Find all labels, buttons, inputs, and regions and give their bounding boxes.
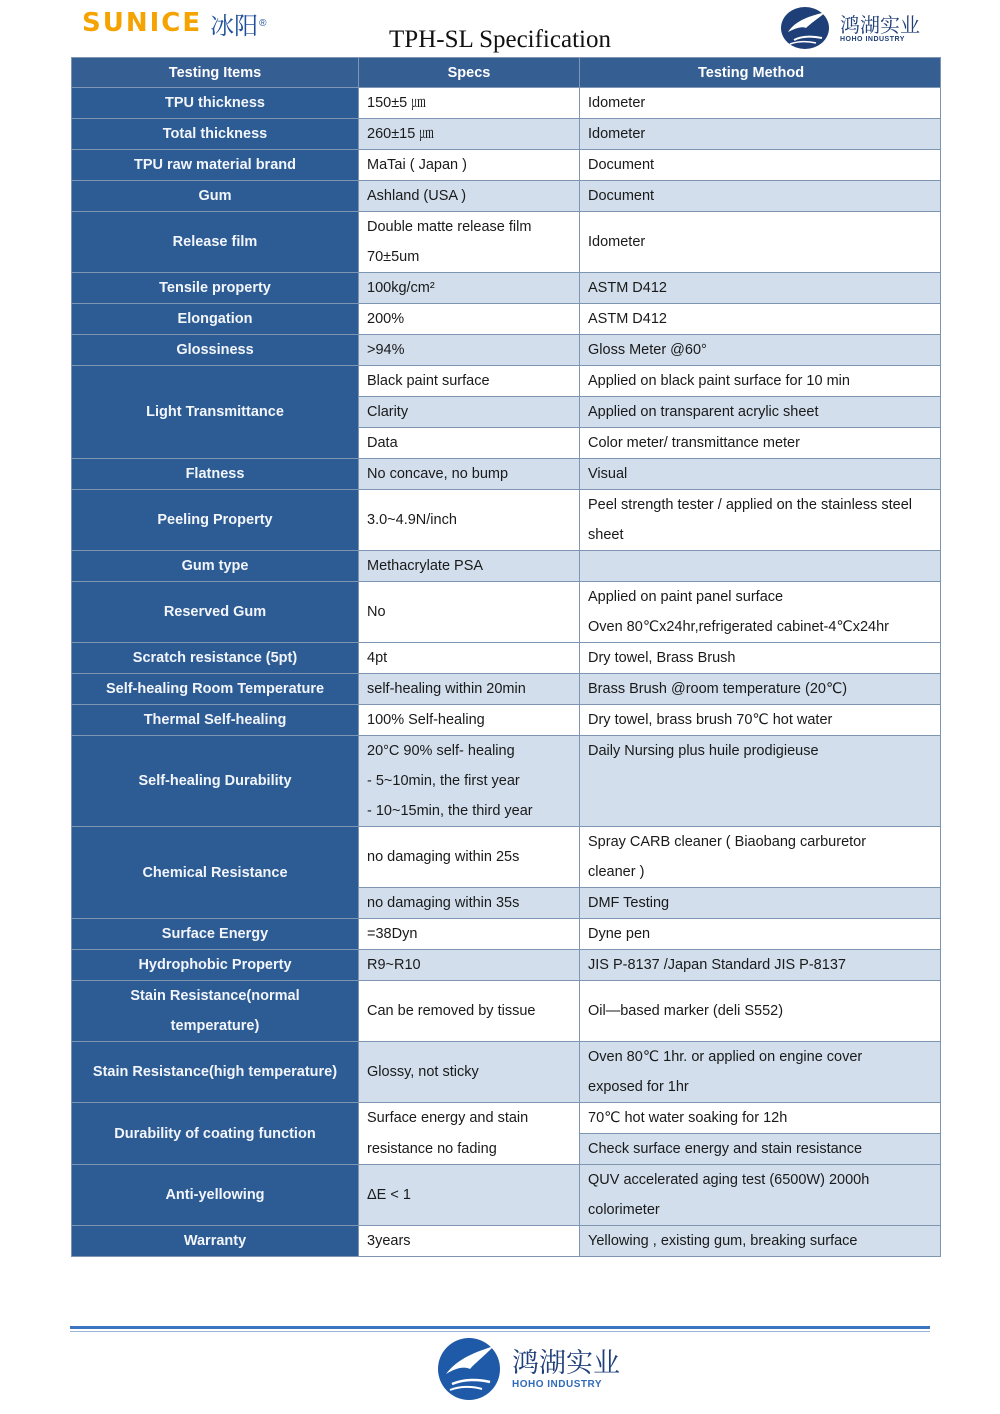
table-row (72, 674, 941, 705)
table-row (72, 119, 941, 150)
page-title: TPH-SL Specification (389, 26, 611, 53)
table-row (72, 1226, 941, 1257)
item-cell: Stain Resistance(normal (72, 981, 359, 1012)
item-cell: Surface Energy (72, 919, 359, 950)
table-row (72, 1042, 941, 1073)
spec-cell: 3years (359, 1226, 580, 1257)
method-cell: cleaner ) (580, 857, 941, 888)
table-row (72, 366, 941, 397)
spec-cell: Double matte release film (359, 212, 580, 243)
method-cell: Dyne pen (580, 919, 941, 950)
method-cell: Oven 80℃ 1hr. or applied on engine cover (580, 1042, 941, 1073)
method-cell: Dry towel, brass brush 70℃ hot water (580, 705, 941, 736)
spec-cell: Can be removed by tissue (359, 981, 580, 1042)
method-cell: Peel strength tester / applied on the stainless steel (580, 490, 941, 521)
method-cell: sheet (580, 520, 941, 551)
item-cell: temperature) (72, 1011, 359, 1042)
method-cell: Color meter/ transmittance meter (580, 428, 941, 459)
spec-cell: >94% (359, 335, 580, 366)
method-cell: Idometer (580, 88, 941, 119)
table-row (72, 335, 941, 366)
method-cell: Idometer (580, 212, 941, 273)
table-row (72, 88, 941, 119)
method-cell: Document (580, 181, 941, 212)
spec-cell: No concave, no bump (359, 459, 580, 490)
method-cell: Document (580, 150, 941, 181)
item-cell: Reserved Gum (72, 582, 359, 643)
item-cell: Anti-yellowing (72, 1165, 359, 1226)
hoho-eagle-icon (780, 6, 834, 50)
sunice-wordmark: SUNICE (82, 8, 203, 38)
spec-cell: Ashland (USA ) (359, 181, 580, 212)
spec-cell: Surface energy and stain (359, 1103, 580, 1134)
method-cell: exposed for 1hr (580, 1072, 941, 1103)
method-cell: DMF Testing (580, 888, 941, 919)
method-cell: colorimeter (580, 1195, 941, 1226)
spec-cell: 260±15 ㎛ (359, 119, 580, 150)
method-cell: Spray CARB cleaner ( Biaobang carburetor (580, 827, 941, 858)
method-cell: Oil—based marker (deli S552) (580, 981, 941, 1042)
method-cell: Visual (580, 459, 941, 490)
item-cell: Gum type (72, 551, 359, 582)
item-cell: TPU raw material brand (72, 150, 359, 181)
table-row (72, 950, 941, 981)
item-cell: Chemical Resistance (72, 827, 359, 919)
spec-cell: Black paint surface (359, 366, 580, 397)
column-header-testing-items: Testing Items (72, 58, 359, 88)
hoho-chinese-name: 鸿湖实业 (840, 12, 920, 37)
footer-divider-thin (70, 1331, 930, 1332)
spec-cell: - 10~15min, the third year (359, 796, 580, 827)
item-cell: Peeling Property (72, 490, 359, 551)
table-row (72, 212, 941, 243)
spec-cell: Clarity (359, 397, 580, 428)
sunice-chinese-name: 冰阳 (210, 11, 259, 40)
method-cell: 70℃ hot water soaking for 12h (580, 1103, 941, 1134)
spec-cell: MaTai ( Japan ) (359, 150, 580, 181)
hoho-eagle-icon (436, 1336, 502, 1402)
specification-table (71, 57, 941, 1257)
item-cell: Release film (72, 212, 359, 273)
footer-divider (70, 1326, 930, 1329)
spec-cell: Glossy, not sticky (359, 1042, 580, 1103)
item-cell: Total thickness (72, 119, 359, 150)
registered-mark: ® (259, 17, 267, 29)
item-cell: Light Transmittance (72, 366, 359, 459)
method-cell: Oven 80℃x24hr,refrigerated cabinet-4℃x24hr (580, 612, 941, 643)
footer-chinese-name: 鸿湖实业 (512, 1347, 620, 1379)
method-cell: JIS P-8137 /Japan Standard JIS P-8137 (580, 950, 941, 981)
footer-hoho-logo (436, 1336, 620, 1402)
table-row (72, 919, 941, 950)
table-row (72, 736, 941, 767)
table-row (72, 1165, 941, 1196)
method-cell: Applied on black paint surface for 10 min (580, 366, 941, 397)
item-cell: Scratch resistance (5pt) (72, 643, 359, 674)
spec-cell: Data (359, 428, 580, 459)
spec-cell: 200% (359, 304, 580, 335)
table-row (72, 582, 941, 613)
table-row (72, 304, 941, 335)
spec-cell: =38Dyn (359, 919, 580, 950)
method-cell: ASTM D412 (580, 273, 941, 304)
table-row (72, 981, 941, 1012)
table-row (72, 551, 941, 582)
spec-cell: no damaging within 35s (359, 888, 580, 919)
spec-cell: no damaging within 25s (359, 827, 580, 888)
item-cell: Durability of coating function (72, 1103, 359, 1165)
table-row (72, 1103, 941, 1134)
spec-cell: - 5~10min, the first year (359, 766, 580, 796)
spec-cell: Methacrylate PSA (359, 551, 580, 582)
method-cell (580, 551, 941, 582)
method-cell: Brass Brush @room temperature (20℃) (580, 674, 941, 705)
spec-cell: 100kg/cm² (359, 273, 580, 304)
method-cell: Dry towel, Brass Brush (580, 643, 941, 674)
column-header-specs: Specs (359, 58, 580, 88)
item-cell: Self-healing Room Temperature (72, 674, 359, 705)
item-cell: Self-healing Durability (72, 736, 359, 827)
spec-cell: 150±5 ㎛ (359, 88, 580, 119)
item-cell: Glossiness (72, 335, 359, 366)
method-cell: QUV accelerated aging test (6500W) 2000h (580, 1165, 941, 1196)
table-row (72, 643, 941, 674)
spec-cell: self-healing within 20min (359, 674, 580, 705)
method-cell: Yellowing , existing gum, breaking surface (580, 1226, 941, 1257)
hoho-logo (780, 6, 920, 50)
table-row (72, 827, 941, 858)
method-cell: Daily Nursing plus huile prodigieuse (580, 736, 941, 827)
method-cell: Applied on paint panel surface (580, 582, 941, 613)
spec-cell: 20°C 90% self- healing (359, 736, 580, 767)
spec-cell: No (359, 582, 580, 643)
item-cell: Gum (72, 181, 359, 212)
column-header-testing-method: Testing Method (580, 58, 941, 88)
item-cell: Warranty (72, 1226, 359, 1257)
hoho-english-name: HOHO INDUSTRY (840, 35, 905, 43)
method-cell: Gloss Meter @60° (580, 335, 941, 366)
table-row (72, 705, 941, 736)
table-row (72, 273, 941, 304)
item-cell: Tensile property (72, 273, 359, 304)
footer-english-name: HOHO INDUSTRY (512, 1378, 603, 1390)
method-cell: ASTM D412 (580, 304, 941, 335)
spec-cell: 4pt (359, 643, 580, 674)
item-cell: TPU thickness (72, 88, 359, 119)
item-cell: Thermal Self-healing (72, 705, 359, 736)
item-cell: Hydrophobic Property (72, 950, 359, 981)
table-row (72, 459, 941, 490)
sunice-logo (82, 8, 267, 38)
item-cell: Elongation (72, 304, 359, 335)
spec-cell: 70±5um (359, 242, 580, 273)
table-row (72, 490, 941, 521)
table-row (72, 181, 941, 212)
table-header-row (72, 58, 941, 88)
spec-cell: R9~R10 (359, 950, 580, 981)
method-cell: Idometer (580, 119, 941, 150)
item-cell: Stain Resistance(high temperature) (72, 1042, 359, 1103)
method-cell: Applied on transparent acrylic sheet (580, 397, 941, 428)
spec-cell: 100% Self-healing (359, 705, 580, 736)
method-cell: Check surface energy and stain resistance (580, 1134, 941, 1165)
spec-cell: 3.0~4.9N/inch (359, 490, 580, 551)
item-cell: Flatness (72, 459, 359, 490)
table-row (72, 150, 941, 181)
spec-cell: ΔE < 1 (359, 1165, 580, 1226)
spec-cell: resistance no fading (359, 1134, 580, 1165)
